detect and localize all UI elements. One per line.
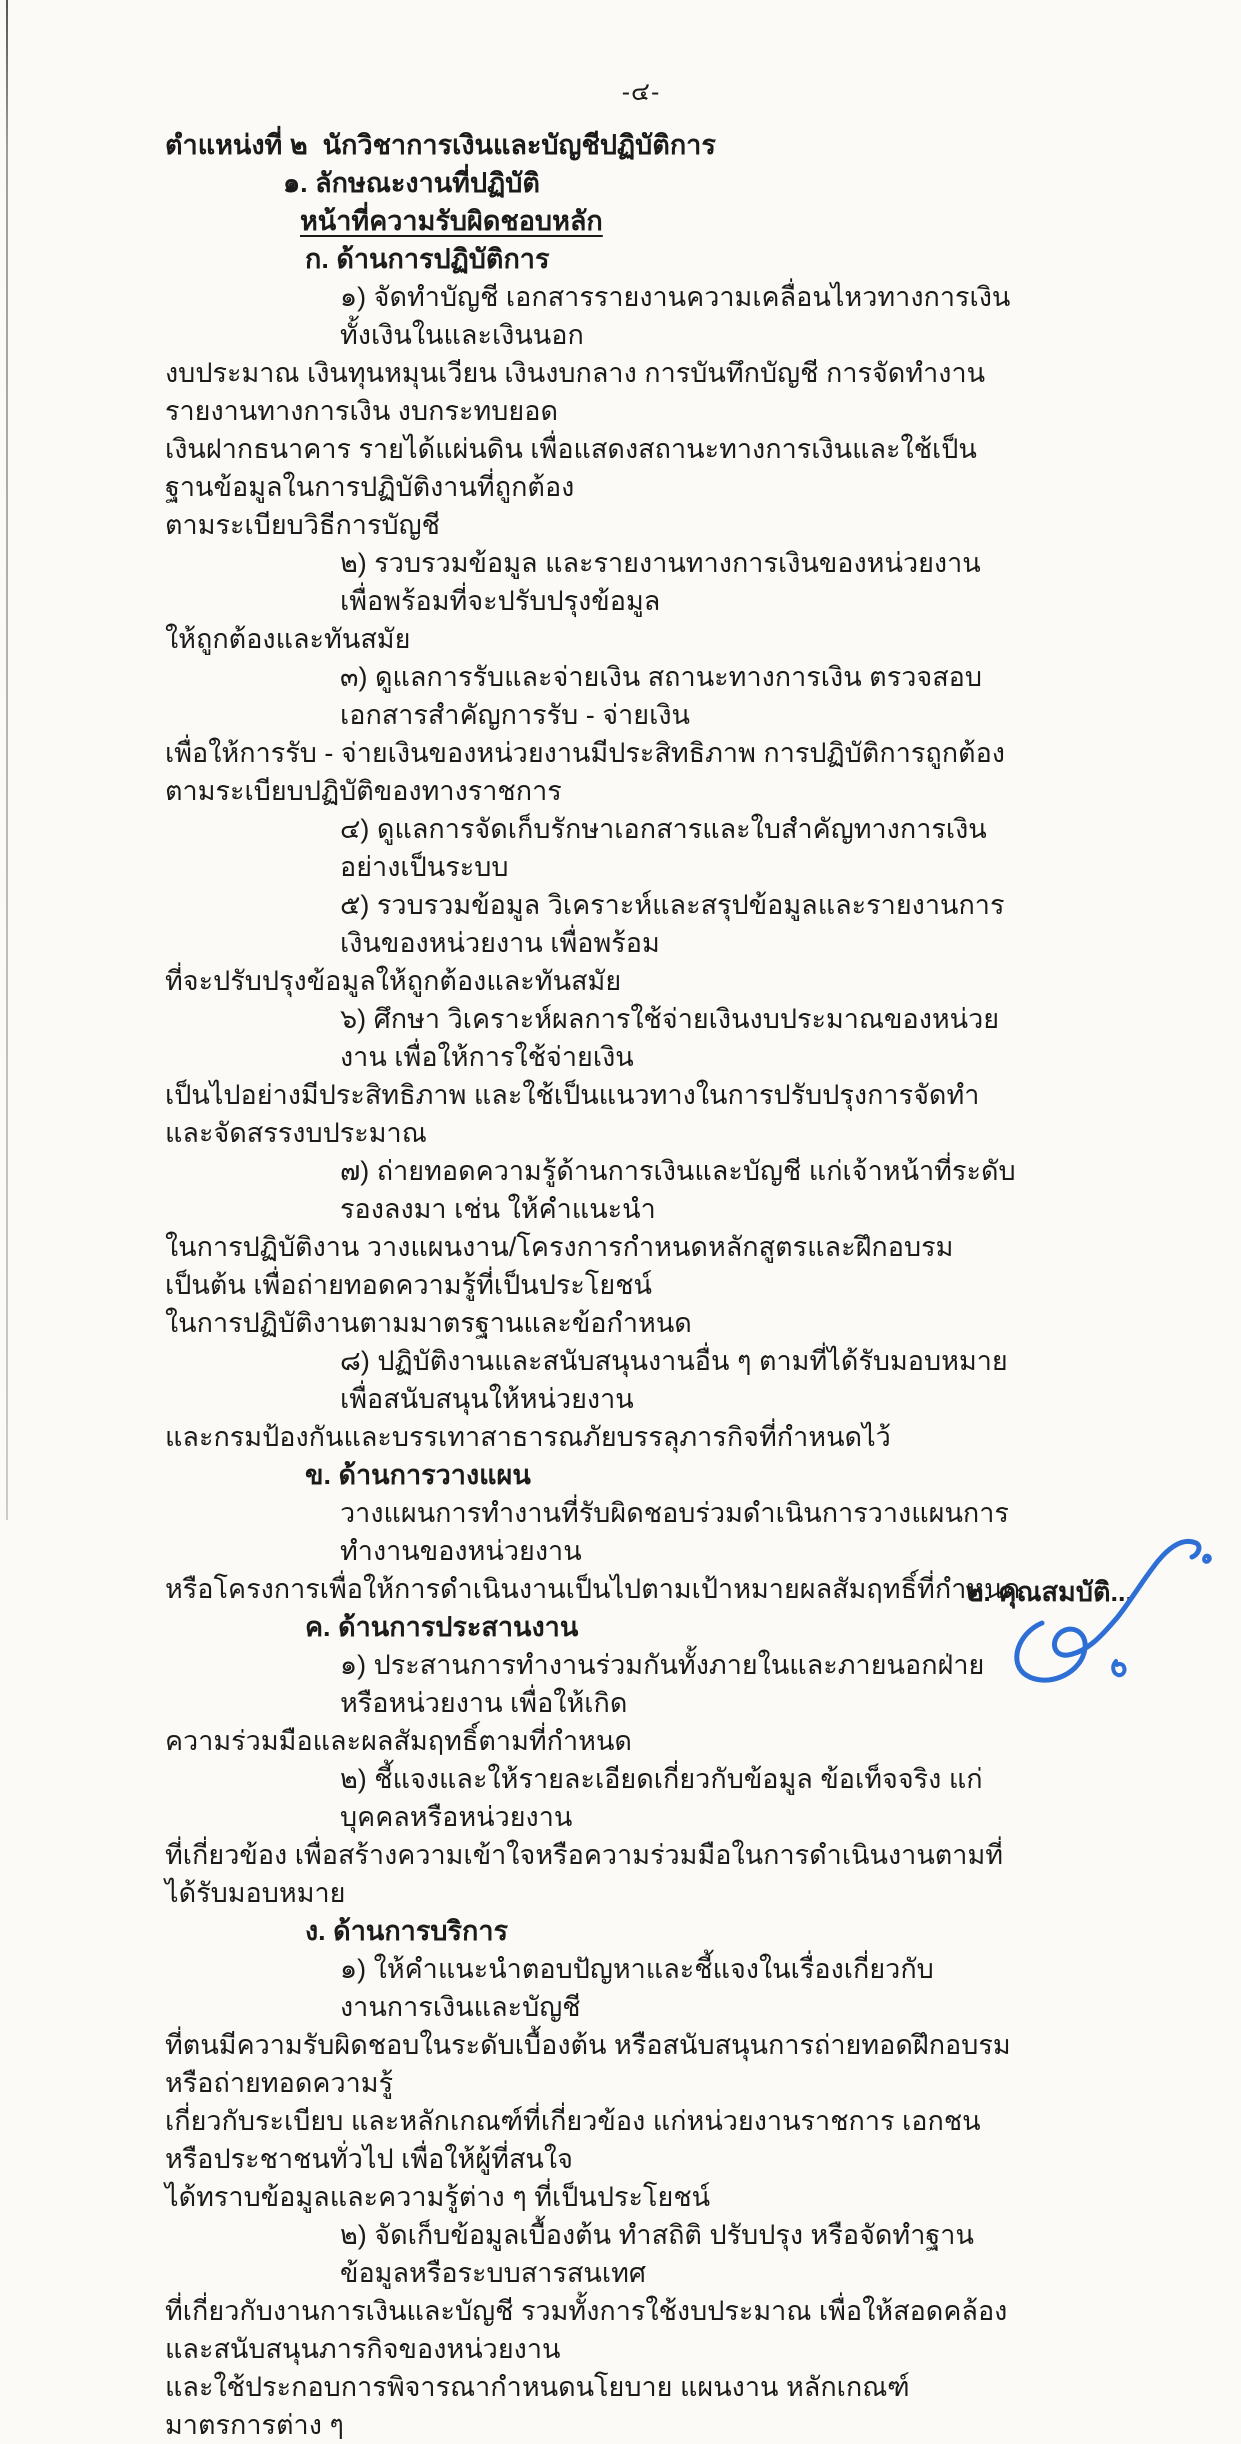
text-line: ได้ทราบข้อมูลและความรู้ต่าง ๆ ที่เป็นประโยชน์ (165, 2182, 711, 2212)
text-line: ความร่วมมือและผลสัมฤทธิ์ตามที่กำหนด (165, 1726, 632, 1756)
section-heading: ข. ด้านการวางแผน (305, 1460, 531, 1490)
text-line: เป็นไปอย่างมีประสิทธิภาพ และใช้เป็นแนวทางในการปรับปรุงการจัดทำและจัดสรรงบประมาณ (165, 1080, 980, 1148)
text-line: ที่เกี่ยวกับงานการเงินและบัญชี รวมทั้งการใช้งบประมาณ เพื่อให้สอดคล้องและสนับสนุนภารกิจของหน่วยงาน (165, 2296, 1008, 2364)
page-number: -๔- (621, 78, 661, 106)
text-line: ๘) ปฏิบัติงานและสนับสนุนงานอื่น ๆ ตามที่ได้รับมอบหมาย เพื่อสนับสนุนให้หน่วยงาน (340, 1346, 1016, 1414)
text-line: งบประมาณ เงินทุนหมุนเวียน เงินงบกลาง การบันทึกบัญชี การจัดทำงานรายงานทางการเงิน งบกระทบยอด (165, 358, 986, 426)
text-line: ในการปฏิบัติงาน วางแผนงาน/โครงการกำหนดหลักสูตรและฝึกอบรม เป็นต้น เพื่อถ่ายทอดความรู้ที่เป็นประโยชน์ (165, 1232, 961, 1300)
text-line: เกี่ยวกับระเบียบ และหลักเกณฑ์ที่เกี่ยวข้อง แก่หน่วยงานราชการ เอกชน หรือประชาชนทั่วไป เพื่อให้ผู้ที่สนใจ (165, 2106, 989, 2174)
text-line: เงินฝากธนาคาร รายได้แผ่นดิน เพื่อแสดงสถานะทางการเงินและใช้เป็นฐานข้อมูลในการปฏิบัติงานที่ถูกต้อง (165, 434, 977, 502)
text-line: ๒) รวบรวมข้อมูล และรายงานทางการเงินของหน่วยงาน เพื่อพร้อมที่จะปรับปรุงข้อมูล (340, 548, 989, 616)
text-line: และใช้ประกอบการพิจารณากำหนดนโยบาย แผนงาน หลักเกณฑ์ มาตรการต่าง ๆ (165, 2372, 918, 2440)
document-body (165, 126, 1021, 2444)
footer-section-label: ๒. คุณสมบัติ... (965, 1577, 1133, 1607)
text-line: ๑) จัดทำบัญชี เอกสารรายงานความเคลื่อนไหวทางการเงิน ทั้งเงินในและเงินนอก (340, 282, 1018, 350)
text-line: ในการปฏิบัติงานตามมาตรฐานและข้อกำหนด (165, 1308, 692, 1338)
text-line: หรือโครงการเพื่อให้การดำเนินงานเป็นไปตามเป้าหมายผลสัมฤทธิ์ที่กำหนด (165, 1574, 1021, 1604)
text-line: ตามระเบียบวิธีการบัญชี (165, 510, 440, 540)
text-line: ๔) ดูแลการจัดเก็บรักษาเอกสารและใบสำคัญทางการเงินอย่างเป็นระบบ (340, 814, 987, 882)
text-line: ๕) รวบรวมข้อมูล วิเคราะห์และสรุปข้อมูลและรายงานการเงินของหน่วยงาน เพื่อพร้อม (340, 890, 1005, 958)
text-line: ที่เกี่ยวข้อง เพื่อสร้างความเข้าใจหรือความร่วมมือในการดำเนินงานตามที่ได้รับมอบหมาย (165, 1840, 1004, 1908)
section-heading: ตำแหน่งที่ ๒ นักวิชาการเงินและบัญชีปฏิบัติการ (165, 130, 716, 160)
text-line: ๓) ดูแลการรับและจ่ายเงิน สถานะทางการเงิน ตรวจสอบเอกสารสำคัญการรับ - จ่ายเงิน (340, 662, 983, 730)
section-heading: ค. ด้านการประสานงาน (305, 1612, 579, 1642)
text-line: ๖) ศึกษา วิเคราะห์ผลการใช้จ่ายเงินงบประมาณของหน่วยงาน เพื่อให้การใช้จ่ายเงิน (340, 1004, 1000, 1072)
text-line: และกรมป้องกันและบรรเทาสาธารณภัยบรรลุภารกิจที่กำหนดไว้ (165, 1422, 891, 1452)
text-line: ที่จะปรับปรุงข้อมูลให้ถูกต้องและทันสมัย (165, 966, 622, 996)
text-line: ๗) ถ่ายทอดความรู้ด้านการเงินและบัญชี แก่เจ้าหน้าที่ระดับรองลงมา เช่น ให้คำแนะนำ (340, 1156, 1016, 1224)
section-heading: ก. ด้านการปฏิบัติการ (305, 244, 550, 274)
text-line: ที่ตนมีความรับผิดชอบในระดับเบื้องต้น หรือสนับสนุนการถ่ายทอดฝึกอบรมหรือถ่ายทอดความรู้ (165, 2030, 1011, 2098)
text-line: ๑) ให้คำแนะนำตอบปัญหาและชี้แจงในเรื่องเกี่ยวกับงานการเงินและบัญชี (340, 1954, 934, 2022)
section-heading: ๑. ลักษณะงานที่ปฏิบัติ (283, 168, 540, 198)
signature-handwritten-icon (1000, 1515, 1230, 1695)
text-line: เพื่อให้การรับ - จ่ายเงินของหน่วยงานมีประสิทธิภาพ การปฏิบัติการถูกต้องตามระเบียบปฏิบัติของทางราชการ (165, 738, 1005, 806)
text-line: ๑) ประสานการทำงานร่วมกันทั้งภายในและภายนอกฝ่ายหรือหน่วยงาน เพื่อให้เกิด (340, 1650, 985, 1718)
text-line: ๒) ชี้แจงและให้รายละเอียดเกี่ยวกับข้อมูล ข้อเท็จจริง แก่บุคคลหรือหน่วยงาน (340, 1764, 983, 1832)
section-heading: ง. ด้านการบริการ (305, 1916, 509, 1946)
scan-artifact-line (6, 0, 8, 1520)
section-heading: หน้าที่ความรับผิดชอบหลัก (300, 206, 603, 236)
text-line: ๒) จัดเก็บข้อมูลเบื้องต้น ทำสถิติ ปรับปรุง หรือจัดทำฐานข้อมูลหรือระบบสารสนเทศ (340, 2220, 974, 2288)
text-line: ให้ถูกต้องและทันสมัย (165, 624, 411, 654)
text-line: วางแผนการทำงานที่รับผิดชอบร่วมดำเนินการวางแผนการทำงานของหน่วยงาน (340, 1498, 1009, 1566)
